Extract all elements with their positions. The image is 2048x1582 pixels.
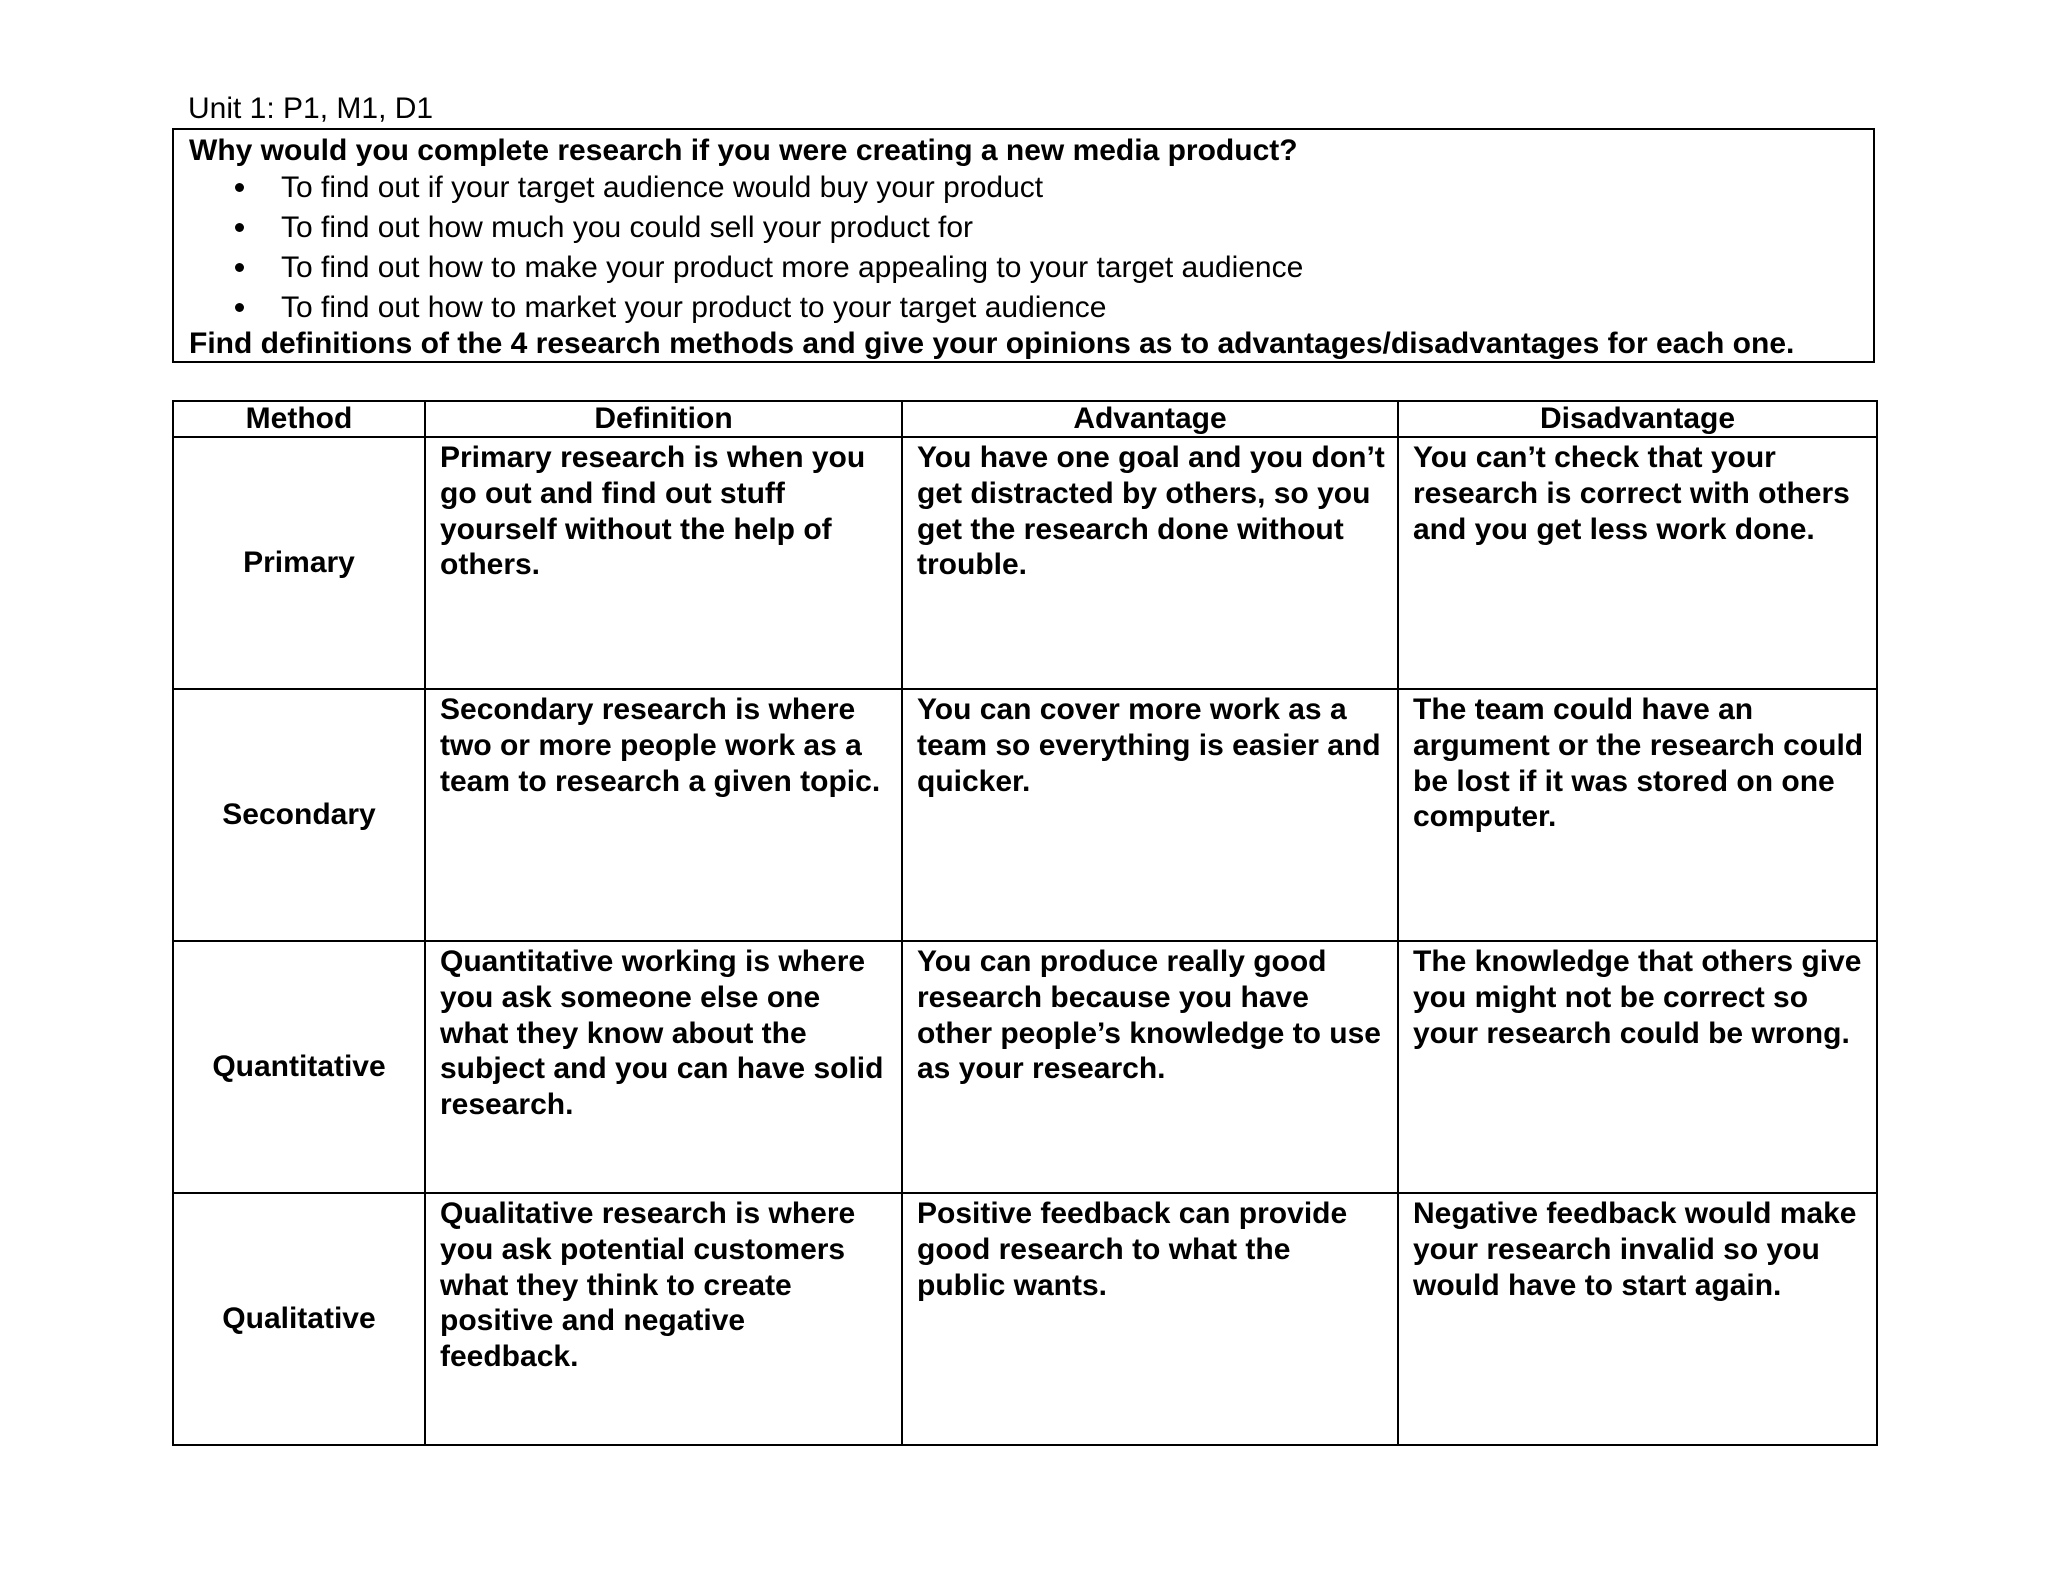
method-cell: Qualitative: [173, 1193, 425, 1445]
table-row: [173, 437, 1877, 689]
disadvantage-cell: The knowledge that others give you might not be correct so your research could be wrong.: [1398, 941, 1877, 1193]
advantage-cell: You can produce really good research because you have other people’s knowledge to use as your research.: [902, 941, 1398, 1193]
intro-bullet-text: To find out if your target audience would buy your product: [281, 171, 1044, 204]
bullet-dot-icon: [235, 263, 244, 272]
advantage-cell: You can cover more work as a team so everything is easier and quicker.: [902, 689, 1398, 941]
disadvantage-cell: You can’t check that your research is correct with others and you get less work done.: [1398, 437, 1877, 689]
definition-cell: Quantitative working is where you ask someone else one what they know about the subject and you can have solid research.: [425, 941, 902, 1193]
disadvantage-cell: The team could have an argument or the research could be lost if it was stored on one computer.: [1398, 689, 1877, 941]
table-row: [173, 941, 1877, 1193]
header-method: Method: [173, 401, 425, 437]
unit-heading: Unit 1: P1, M1, D1: [188, 92, 434, 125]
disadvantage-cell: Negative feedback would make your research invalid so you would have to start again.: [1398, 1193, 1877, 1445]
header-advantage: Advantage: [902, 401, 1398, 437]
intro-box: [172, 128, 1875, 363]
intro-instruction: Find definitions of the 4 research methods and give your opinions as to advantages/disadvantages for each one.: [189, 327, 1795, 360]
definition-cell: Qualitative research is where you ask potential customers what they think to create positive and negative feedback.: [425, 1193, 902, 1445]
definition-cell: Secondary research is where two or more people work as a team to research a given topic.: [425, 689, 902, 941]
table-header-row: [173, 401, 1877, 437]
bullet-dot-icon: [235, 183, 244, 192]
bullet-dot-icon: [235, 303, 244, 312]
method-cell: Quantitative: [173, 941, 425, 1193]
intro-bullet-text: To find out how to make your product more appealing to your target audience: [281, 251, 1304, 284]
method-cell: Primary: [173, 437, 425, 689]
intro-bullet-text: To find out how much you could sell your product for: [281, 211, 974, 244]
intro-bullet-text: To find out how to market your product to your target audience: [281, 291, 1107, 324]
header-disadvantage: Disadvantage: [1398, 401, 1877, 437]
table-row: [173, 689, 1877, 941]
definition-cell: Primary research is when you go out and find out stuff yourself without the help of others.: [425, 437, 902, 689]
bullet-dot-icon: [235, 223, 244, 232]
method-cell: Secondary: [173, 689, 425, 941]
advantage-cell: You have one goal and you don’t get distracted by others, so you get the research done without trouble.: [902, 437, 1398, 689]
header-definition: Definition: [425, 401, 902, 437]
advantage-cell: Positive feedback can provide good research to what the public wants.: [902, 1193, 1398, 1445]
research-methods-table: [172, 400, 1878, 1446]
intro-question: Why would you complete research if you were creating a new media product?: [189, 134, 1298, 167]
table-row: [173, 1193, 1877, 1445]
